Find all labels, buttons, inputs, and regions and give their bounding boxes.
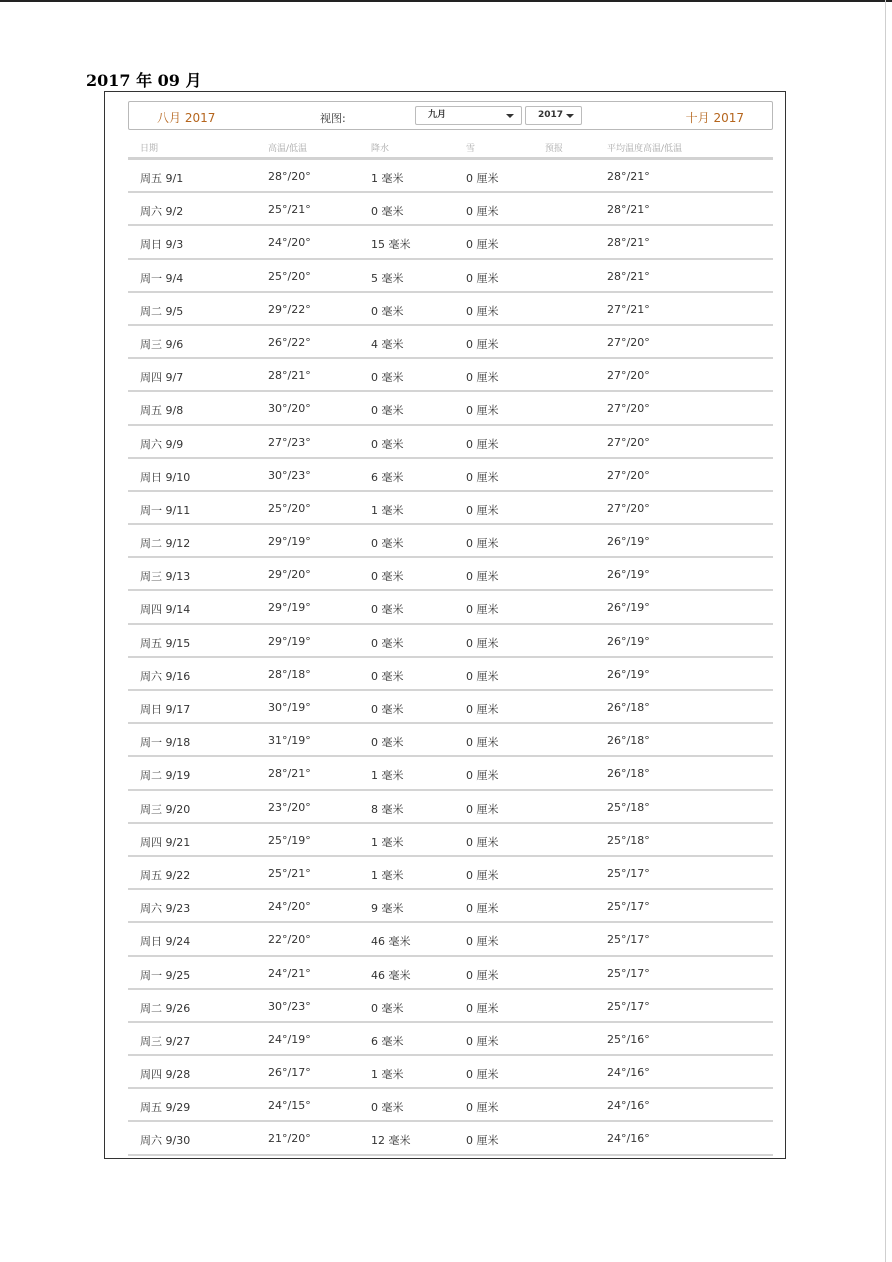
date-cell: 周三 9/27 xyxy=(140,1034,191,1048)
precip-cell: 46 毫米 xyxy=(371,968,411,982)
precip-cell: 0 毫米 xyxy=(371,736,404,750)
precip-cell: 0 毫米 xyxy=(371,636,404,650)
date-cell: 周二 9/12 xyxy=(140,537,191,551)
table-row xyxy=(128,392,773,425)
precip-cell: 6 毫米 xyxy=(371,470,404,484)
avg-temp-cell: 25°/17° xyxy=(607,933,650,947)
snow-cell: 0 厘米 xyxy=(466,570,499,584)
table-row xyxy=(128,359,773,392)
snow-cell: 0 厘米 xyxy=(466,603,499,617)
snow-cell: 0 厘米 xyxy=(466,1034,499,1048)
temp-cell: 29°/19° xyxy=(268,601,311,615)
date-cell: 周日 9/10 xyxy=(140,470,191,484)
date-cell: 周一 9/4 xyxy=(140,271,184,285)
snow-cell: 0 厘米 xyxy=(466,205,499,219)
date-cell: 周六 9/2 xyxy=(140,205,184,219)
snow-cell: 0 厘米 xyxy=(466,1134,499,1148)
table-row xyxy=(128,226,773,259)
avg-temp-cell: 27°/20° xyxy=(607,435,650,449)
table-row xyxy=(128,326,773,359)
right-border-line xyxy=(885,0,886,1262)
precip-cell: 1 毫米 xyxy=(371,868,404,882)
column-header-snow: 雪 xyxy=(466,144,476,154)
temp-cell: 30°/20° xyxy=(268,402,311,416)
snow-cell: 0 厘米 xyxy=(466,172,499,185)
temp-cell: 24°/19° xyxy=(268,1032,311,1046)
avg-temp-cell: 27°/20° xyxy=(607,468,650,482)
temp-cell: 22°/20° xyxy=(268,933,311,947)
temp-cell: 28°/21° xyxy=(268,767,311,781)
avg-temp-cell: 27°/21° xyxy=(607,302,650,316)
date-cell: 周一 9/18 xyxy=(140,736,191,750)
date-cell: 周五 9/22 xyxy=(140,868,191,882)
precip-cell: 0 毫米 xyxy=(371,669,404,683)
table-row xyxy=(128,260,773,293)
precip-cell: 0 毫米 xyxy=(371,703,404,716)
temp-cell: 24°/21° xyxy=(268,966,311,980)
column-header-avg: 平均温度高温/低温 xyxy=(607,144,683,154)
temp-cell: 28°/20° xyxy=(268,170,311,183)
top-border-line xyxy=(0,0,892,2)
temp-cell: 29°/22° xyxy=(268,302,311,316)
weather-table-body xyxy=(128,160,773,1156)
date-cell: 周四 9/14 xyxy=(140,603,191,617)
snow-cell: 0 厘米 xyxy=(466,902,499,916)
year-select[interactable] xyxy=(525,106,582,125)
date-cell: 周六 9/23 xyxy=(140,902,191,916)
date-cell: 周三 9/20 xyxy=(140,802,191,816)
table-row xyxy=(128,1056,773,1089)
temp-cell: 29°/19° xyxy=(268,634,311,648)
date-cell: 周日 9/3 xyxy=(140,238,184,252)
precip-cell: 1 毫米 xyxy=(371,172,404,185)
precip-cell: 8 毫米 xyxy=(371,802,404,816)
precip-cell: 4 毫米 xyxy=(371,337,404,351)
table-row xyxy=(128,459,773,492)
precip-cell: 5 毫米 xyxy=(371,271,404,285)
precip-cell: 6 毫米 xyxy=(371,1034,404,1048)
snow-cell: 0 厘米 xyxy=(466,636,499,650)
temp-cell: 24°/20° xyxy=(268,236,311,250)
date-cell: 周四 9/28 xyxy=(140,1068,191,1082)
snow-cell: 0 厘米 xyxy=(466,371,499,385)
precip-cell: 0 毫米 xyxy=(371,603,404,617)
date-cell: 周五 9/8 xyxy=(140,404,184,418)
temp-cell: 29°/19° xyxy=(268,535,311,549)
snow-cell: 0 厘米 xyxy=(466,337,499,351)
table-row xyxy=(128,857,773,890)
temp-cell: 25°/19° xyxy=(268,833,311,847)
temp-cell: 25°/21° xyxy=(268,866,311,880)
month-navigation-bar xyxy=(128,101,773,130)
precip-cell: 0 毫米 xyxy=(371,304,404,318)
precip-cell: 9 毫米 xyxy=(371,902,404,916)
table-row xyxy=(128,426,773,459)
avg-temp-cell: 27°/20° xyxy=(607,501,650,515)
avg-temp-cell: 24°/16° xyxy=(607,1066,650,1080)
chevron-down-icon xyxy=(566,114,574,118)
temp-cell: 30°/19° xyxy=(268,701,311,714)
table-row xyxy=(128,691,773,724)
date-cell: 周一 9/11 xyxy=(140,503,191,517)
column-header-temp: 高温/低温 xyxy=(268,144,308,154)
snow-cell: 0 厘米 xyxy=(466,404,499,418)
table-row xyxy=(128,193,773,226)
avg-temp-cell: 26°/18° xyxy=(607,701,650,714)
previous-month-link[interactable]: 八月 2017 xyxy=(157,111,216,125)
table-row xyxy=(128,1122,773,1155)
precip-cell: 0 毫米 xyxy=(371,570,404,584)
avg-temp-cell: 26°/18° xyxy=(607,734,650,748)
temp-cell: 24°/20° xyxy=(268,900,311,914)
temp-cell: 30°/23° xyxy=(268,999,311,1013)
avg-temp-cell: 28°/21° xyxy=(607,203,650,217)
date-cell: 周三 9/6 xyxy=(140,337,184,351)
avg-temp-cell: 25°/16° xyxy=(607,1032,650,1046)
date-cell: 周日 9/24 xyxy=(140,935,191,949)
table-row xyxy=(128,658,773,691)
avg-temp-cell: 27°/20° xyxy=(607,335,650,349)
temp-cell: 21°/20° xyxy=(268,1132,311,1146)
precip-cell: 0 毫米 xyxy=(371,404,404,418)
table-row xyxy=(128,492,773,525)
snow-cell: 0 厘米 xyxy=(466,703,499,716)
precip-cell: 0 毫米 xyxy=(371,437,404,451)
avg-temp-cell: 28°/21° xyxy=(607,170,650,183)
precip-cell: 1 毫米 xyxy=(371,835,404,849)
document-title: 2017 年 09 月 xyxy=(86,71,202,90)
temp-cell: 26°/22° xyxy=(268,335,311,349)
table-row xyxy=(128,625,773,658)
precip-cell: 46 毫米 xyxy=(371,935,411,949)
date-cell: 周五 9/29 xyxy=(140,1101,191,1115)
snow-cell: 0 厘米 xyxy=(466,537,499,551)
table-row xyxy=(128,1023,773,1056)
precip-cell: 0 毫米 xyxy=(371,1001,404,1015)
precip-cell: 15 毫米 xyxy=(371,238,411,252)
avg-temp-cell: 27°/20° xyxy=(607,402,650,416)
month-select-value: 九月 xyxy=(428,110,447,120)
avg-temp-cell: 24°/16° xyxy=(607,1132,650,1146)
table-row xyxy=(128,791,773,824)
snow-cell: 0 厘米 xyxy=(466,1001,499,1015)
temp-cell: 28°/18° xyxy=(268,667,311,681)
table-row xyxy=(128,160,773,193)
table-row xyxy=(128,757,773,790)
avg-temp-cell: 25°/18° xyxy=(607,833,650,847)
table-row xyxy=(128,923,773,956)
snow-cell: 0 厘米 xyxy=(466,437,499,451)
temp-cell: 30°/23° xyxy=(268,468,311,482)
temp-cell: 27°/23° xyxy=(268,435,311,449)
next-month-link[interactable]: 十月 2017 xyxy=(685,111,744,125)
date-cell: 周二 9/5 xyxy=(140,304,184,318)
date-cell: 周六 9/30 xyxy=(140,1134,191,1148)
snow-cell: 0 厘米 xyxy=(466,1068,499,1082)
avg-temp-cell: 26°/19° xyxy=(607,634,650,648)
snow-cell: 0 厘米 xyxy=(466,503,499,517)
avg-temp-cell: 25°/17° xyxy=(607,900,650,914)
table-row xyxy=(128,1089,773,1122)
table-row xyxy=(128,990,773,1023)
table-row xyxy=(128,525,773,558)
snow-cell: 0 厘米 xyxy=(466,868,499,882)
temp-cell: 23°/20° xyxy=(268,800,311,814)
snow-cell: 0 厘米 xyxy=(466,304,499,318)
precip-cell: 1 毫米 xyxy=(371,1068,404,1082)
precip-cell: 1 毫米 xyxy=(371,503,404,517)
snow-cell: 0 厘米 xyxy=(466,968,499,982)
snow-cell: 0 厘米 xyxy=(466,736,499,750)
date-cell: 周四 9/7 xyxy=(140,371,184,385)
table-row xyxy=(128,824,773,857)
date-cell: 周一 9/25 xyxy=(140,968,191,982)
temp-cell: 29°/20° xyxy=(268,568,311,582)
year-select-value: 2017 xyxy=(538,110,564,120)
precip-cell: 12 毫米 xyxy=(371,1134,411,1148)
avg-temp-cell: 28°/21° xyxy=(607,236,650,250)
column-header-date: 日期 xyxy=(140,144,159,154)
snow-cell: 0 厘米 xyxy=(466,769,499,783)
snow-cell: 0 厘米 xyxy=(466,271,499,285)
snow-cell: 0 厘米 xyxy=(466,669,499,683)
avg-temp-cell: 26°/19° xyxy=(607,568,650,582)
view-label: 视图: xyxy=(320,112,346,125)
column-header-precip: 降水 xyxy=(371,144,390,154)
precip-cell: 0 毫米 xyxy=(371,537,404,551)
snow-cell: 0 厘米 xyxy=(466,470,499,484)
avg-temp-cell: 26°/19° xyxy=(607,535,650,549)
snow-cell: 0 厘米 xyxy=(466,238,499,252)
temp-cell: 25°/20° xyxy=(268,501,311,515)
snow-cell: 0 厘米 xyxy=(466,802,499,816)
date-cell: 周六 9/9 xyxy=(140,437,184,451)
temp-cell: 24°/15° xyxy=(268,1099,311,1113)
date-cell: 周五 9/1 xyxy=(140,172,184,185)
date-cell: 周三 9/13 xyxy=(140,570,191,584)
column-header-forecast: 预报 xyxy=(545,144,564,154)
precip-cell: 0 毫米 xyxy=(371,1101,404,1115)
table-row xyxy=(128,293,773,326)
month-select[interactable] xyxy=(415,106,522,125)
avg-temp-cell: 25°/17° xyxy=(607,966,650,980)
temp-cell: 31°/19° xyxy=(268,734,311,748)
table-row xyxy=(128,558,773,591)
table-row xyxy=(128,890,773,923)
precip-cell: 1 毫米 xyxy=(371,769,404,783)
avg-temp-cell: 24°/16° xyxy=(607,1099,650,1113)
snow-cell: 0 厘米 xyxy=(466,1101,499,1115)
table-row xyxy=(128,591,773,624)
precip-cell: 0 毫米 xyxy=(371,205,404,219)
date-cell: 周二 9/19 xyxy=(140,769,191,783)
table-row xyxy=(128,957,773,990)
date-cell: 周日 9/17 xyxy=(140,703,191,716)
avg-temp-cell: 25°/18° xyxy=(607,800,650,814)
avg-temp-cell: 26°/19° xyxy=(607,667,650,681)
temp-cell: 25°/21° xyxy=(268,203,311,217)
avg-temp-cell: 25°/17° xyxy=(607,999,650,1013)
date-cell: 周六 9/16 xyxy=(140,669,191,683)
avg-temp-cell: 26°/18° xyxy=(607,767,650,781)
snow-cell: 0 厘米 xyxy=(466,835,499,849)
avg-temp-cell: 27°/20° xyxy=(607,369,650,383)
date-cell: 周五 9/15 xyxy=(140,636,191,650)
precip-cell: 0 毫米 xyxy=(371,371,404,385)
temp-cell: 28°/21° xyxy=(268,369,311,383)
avg-temp-cell: 26°/19° xyxy=(607,601,650,615)
table-header xyxy=(128,139,773,159)
avg-temp-cell: 25°/17° xyxy=(607,866,650,880)
snow-cell: 0 厘米 xyxy=(466,935,499,949)
date-cell: 周二 9/26 xyxy=(140,1001,191,1015)
temp-cell: 25°/20° xyxy=(268,269,311,283)
date-cell: 周四 9/21 xyxy=(140,835,191,849)
avg-temp-cell: 28°/21° xyxy=(607,269,650,283)
chevron-down-icon xyxy=(506,114,514,118)
table-row xyxy=(128,724,773,757)
temp-cell: 26°/17° xyxy=(268,1066,311,1080)
